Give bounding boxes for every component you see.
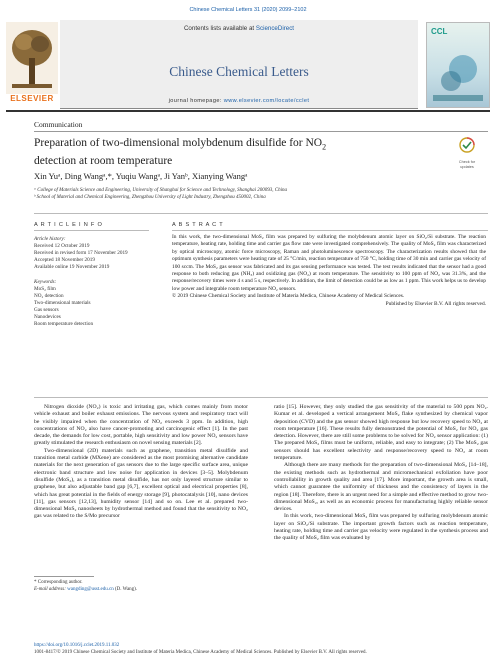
abstract-publisher: Published by Elsevier B.V. All rights reserved. — [385, 300, 486, 307]
keyword: Two-dimensional materials — [34, 300, 91, 306]
contents-available-line — [60, 25, 418, 32]
history-accepted: Accepted 18 November 2019 — [34, 257, 95, 263]
body-column-right — [274, 404, 488, 543]
divider — [34, 397, 488, 398]
corresponding-author-note: * Corresponding author. — [34, 580, 83, 585]
body-paragraph: In this work, two-dimensional MoS₂ film was prepared by sulfuring molybdenum atomic layer on SiO₂/Si substrate. The important growth factors such as reaction temperature, heating rate, holding time and carrier gas velocity were regulated in the synthesis process and the quality of MoS₂ film was evaluated by — [274, 513, 488, 542]
check-badge-line1: Check for — [458, 160, 476, 164]
keyword: Room temperature detection — [34, 321, 94, 327]
email-note — [34, 587, 137, 594]
title-part1: Preparation of two-dimensional molybdenum disulfide for NO — [34, 137, 323, 149]
journal-cover-thumbnail — [426, 22, 490, 108]
keyword: MoS₂ film — [34, 286, 56, 292]
divider — [34, 131, 488, 132]
journal-title: Chinese Chemical Letters — [169, 64, 309, 79]
issn-copyright-line: 1001-8417/© 2019 Chinese Chemical Society and Institute of Materia Medica, Chinese Academy of Medical Sciences. Published by Elsevier B.V. All rights reserved. — [34, 650, 367, 655]
divider — [34, 230, 149, 231]
abstract-text: In this work, the two-dimensional MoS₂ film was prepared by sulfuring the molybdenum atomic layer on SiO₂/Si substrate. The reaction temperature, heating rate, holding time and carrier gas flow rate were investigated comprehensively. The quality of MoS₂ film was characterized by optical microscopy, atomic force microscopy, Raman and photoluminescence spectroscopy. The characterization results showed that the optimum synthesis parameters were heating rate of 25 °C/min, reaction temperature of 750 °C, holding time of 30 min and carrier gas velocity of 100 sccm. The MoS₂ gas sensor was fabricated and its gas sensing performance was tested. The test results indicated that the sensor had a good response to both reducing gas (NH₃) and oxidizing gas (NO₂) at room temperature. The sensitivity to 100 ppm of NO₂ was 31.3%, and the response/recovery times were 4 s and 5 s, respectively. In addition, the limit of detection could be as low as 1 ppm. This work helps us to develop low power and integrable room temperature NO₂ sensors. — [172, 234, 486, 292]
body-paragraph: Although there are many methods for the preparation of two-dimensional MoS₂ [14–18], the existing methods such as hydrothermal and micromechanical exfoliation have poor controllability in growth quality and area [17]. More important, the growth area is small, which cannot guarantee the uniformity of thickness and the consistency of layers in the region [18]. Therefore, there is an urgent need for a simple and effective method to grow two-dimensional MoS₂, as well as an economic process for manufacturing highly reliable sensor devices. — [274, 462, 488, 513]
email-prefix: E-mail address: — [34, 586, 68, 592]
author-list: Xin Yuᵃ, Ding Wangᵃ,*, Yuqiu Wangᵃ, Ji Yanᵇ, Xianying Wangᵃ — [34, 171, 248, 181]
homepage-link[interactable]: www.elsevier.com/locate/cclet — [223, 98, 310, 104]
footnote-rule — [34, 576, 94, 577]
keyword: NO₂ detection — [34, 293, 64, 299]
divider — [34, 213, 488, 214]
sciencedirect-link[interactable]: ScienceDirect — [255, 25, 295, 32]
body-column-left — [34, 404, 248, 521]
abstract-heading: A B S T R A C T — [172, 222, 224, 228]
history-received: Received 12 October 2019 — [34, 243, 90, 249]
history-online: Available online 19 November 2019 — [34, 264, 110, 270]
elsevier-tree-logo — [6, 22, 58, 94]
abstract-body — [172, 234, 486, 308]
title-subscript: 2 — [322, 142, 327, 152]
journal-homepage-line — [60, 98, 418, 104]
title-part2: detection at room temperature — [34, 155, 173, 168]
affiliation-a: ᵃ College of Materials Science and Engineering, University of Shanghai for Science and Technology, Shanghai 200093, China — [34, 188, 288, 193]
article-info-heading: A R T I C L E I N F O — [34, 222, 103, 228]
check-badge-line2: updates — [460, 164, 474, 169]
email-link[interactable]: wangding@usst.edu.cn — [67, 586, 114, 592]
history-revised: Received in revised form 17 November 2019 — [34, 250, 128, 256]
check-for-updates-badge[interactable] — [450, 137, 484, 167]
header-rule — [6, 110, 490, 112]
body-paragraph: Two-dimensional (2D) materials such as graphene, transition metal disulfide and transition metal carbide (MXene) are considered as the most promising alternative candidate materials for the next generation of gas sensors due to the large specific surface area, unique electronic band structure and low noise for application in devices [3–5]. Molybdenum disulfide (MoS₂), as a transition metal disulfide, has not only layered structure similar to graphene, but also adjustable band gap [6,7], excellent optical and electrical properties [8], which has great potential in the fields of energy storage [9], photocatalysis [10], nano devices [11], gas sensors [12,13], humidity sensor [14] and so on. Lee et al. prepared two-dimensional MoS₂ nanosheets by hydrothermal method and found that the sensitivity to NO₂ gas was related to the S/Mo precursor — [34, 447, 248, 520]
footnote — [34, 580, 137, 593]
homepage-prefix: journal homepage: — [168, 98, 224, 104]
keyword: Gas sensors — [34, 307, 59, 313]
divider — [172, 230, 488, 231]
journal-reference: Chinese Chemical Letters 31 (2020) 2099–2102 — [189, 7, 307, 13]
keywords-label: Keywords: — [34, 279, 57, 285]
email-suffix: (D. Wang). — [113, 586, 138, 592]
body-paragraph: Nitrogen dioxide (NO₂) is toxic and irritating gas, which comes mainly from motor vehicle exhaust and boiler exhaust emissions. The nervous system and respiratory tract will be visibly impaired when the concentration of NO₂ exceeds 3 ppm. In addition, high concentrations of NO₂ also have cancer-promoting and carcinogenic effect [1]. In the past decade, the demands for low cost, portable, high sensitivity and low power NO₂ sensors have greatly stimulated the research enthusiasm on novel sensing materials [2]. — [34, 404, 248, 447]
body-paragraph: ratio [15]. However, they only studied the gas sensitivity of the material to 500 ppm NO₂. Kumar et al. developed a vertical arrangement MoS₂ flake synthesized by chemical vapor deposition (CVD) and the gas sensor showed high response but low recovery speed to NO₂ at room temperature [16]. These results fully demonstrated the potential of MoS₂ for NO₂ gas detection. However, there are still some problems to be solved for NO₂ sensor application: (1) The prepared MoS₂ films must be uniform, reliable, and easy to integrate; (2) The MoS₂ gas sensors should has excellent selectivity and response/recovery speed to NO₂ at room temperature. — [274, 404, 488, 462]
keyword: Nanodevices — [34, 314, 61, 320]
abstract-copyright: © 2019 Chinese Chemical Society and Institute of Materia Medica, Chinese Academy of Medical Sciences. — [172, 293, 405, 300]
article-type: Communication — [34, 120, 83, 129]
history-label: Article history: — [34, 236, 66, 242]
doi-link[interactable]: https://doi.org/10.1016/j.cclet.2019.11.032 — [34, 643, 120, 648]
affiliation-b: ᵇ School of Material and Chemical Engineering, Zhengzhou University of Light Industry, Zhengzhou 450002, China — [34, 195, 266, 200]
elsevier-wordmark: ELSEVIER — [10, 94, 54, 103]
article-title — [34, 136, 414, 169]
contents-prefix: Contents lists available at — [183, 25, 256, 32]
check-updates-icon — [459, 137, 475, 155]
cover-label: CCL — [431, 27, 448, 36]
